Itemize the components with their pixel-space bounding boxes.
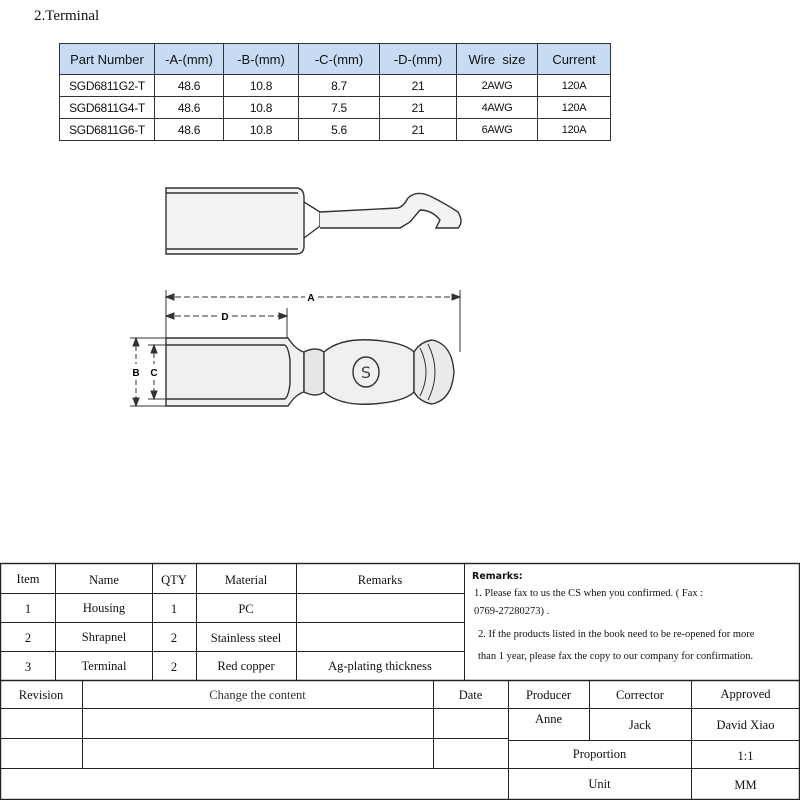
cell-part-number: SGD6811G2-T [60,75,155,97]
cell-b: 10.8 [224,119,299,141]
dimension-d-label: D [221,312,229,323]
cell-d: 21 [380,97,457,119]
remarks-title: Remarks: [472,571,523,582]
dimension-c-label: C [150,368,158,379]
cell-current: 120A [538,75,611,97]
cell-current: 120A [538,119,611,141]
remark-line-1: 1. Please fax to us the CS when you confirmed. ( Fax : [474,588,704,599]
cell-part-number: SGD6811G6-T [60,119,155,141]
bom-material: Stainless steel [210,631,282,645]
header-b: -B-(mm) [224,44,299,75]
cell-a: 48.6 [155,119,224,141]
dimension-a-label: A [307,293,315,304]
header-wire-size: Wire size [457,44,538,75]
cell-a: 48.6 [155,97,224,119]
header-current: Current [538,44,611,75]
unit-label: Unit [588,777,611,791]
corrector-label: Corrector [616,688,664,702]
header-a: -A-(mm) [155,44,224,75]
change-content-label: Change the content [209,688,306,702]
dimension-b-label: B [132,368,140,379]
bom-item: 3 [24,660,32,674]
proportion-value: 1:1 [737,749,754,763]
bom-header-remarks: Remarks [357,573,403,587]
cell-current: 120A [538,97,611,119]
bom-qty: 1 [170,602,178,616]
header-c: -C-(mm) [299,44,380,75]
cell-b: 10.8 [224,75,299,97]
proportion-label: Proportion [572,747,627,761]
bom-qty: 2 [170,660,178,674]
producer-name: Anne [534,712,563,726]
bom-header-material: Material [224,573,268,587]
approved-name: David Xiao [716,718,775,732]
bom-name: Shrapnel [81,630,127,644]
bom-header-item: Item [16,572,40,586]
cell-a: 48.6 [155,75,224,97]
revision-label: Revision [18,688,64,702]
cell-wire-size: 2AWG [457,75,538,97]
cell-wire-size: 6AWG [457,119,538,141]
cell-part-number: SGD6811G4-T [60,97,155,119]
bom-header-name: Name [89,573,119,587]
bom-qty: 2 [170,631,178,645]
bom-header-qty: QTY [161,573,187,587]
cell-d: 21 [380,119,457,141]
producer-label: Producer [525,688,572,702]
bom-material: Red copper [217,659,275,673]
cell-c: 7.5 [299,97,380,119]
section-title: 2.Terminal [34,8,100,24]
bom-remarks: Ag-plating thickness [328,659,432,673]
header-part-number: Part Number [60,44,155,75]
remark-line-2b: than 1 year, please fax the copy to our company for confirmation. [478,651,754,662]
cell-c: 5.6 [299,119,380,141]
bom-name: Terminal [81,659,127,673]
cell-wire-size: 4AWG [457,97,538,119]
header-d: -D-(mm) [380,44,457,75]
cell-d: 21 [380,75,457,97]
bom-item: 1 [24,602,32,616]
remark-line-1b: 0769-27280273) . [474,606,550,617]
bom-item: 2 [24,631,32,645]
logo-letter: S [360,363,372,382]
date-label: Date [458,688,483,702]
remark-line-2: 2. If the products listed in the book need to be re-opened for more [478,629,755,640]
bom-material: PC [238,602,254,616]
bom-name: Housing [82,601,126,615]
corrector-name: Jack [628,718,652,732]
cell-c: 8.7 [299,75,380,97]
approved-label: Approved [720,687,771,701]
unit-value: MM [734,778,757,792]
cell-b: 10.8 [224,97,299,119]
